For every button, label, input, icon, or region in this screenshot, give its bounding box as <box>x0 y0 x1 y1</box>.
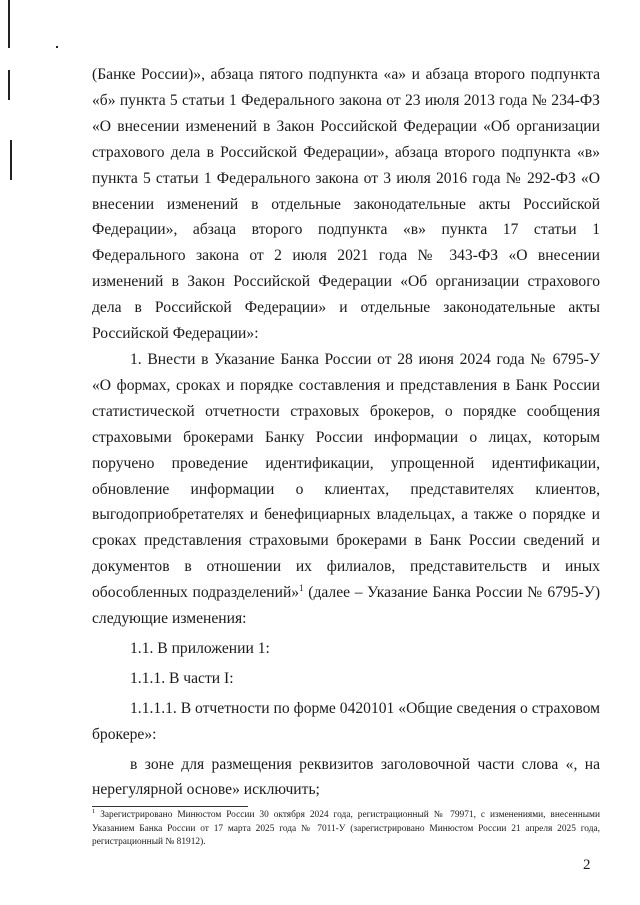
footnote-reference[interactable]: 1 <box>299 582 304 593</box>
footnote <box>92 809 600 850</box>
item-1-1-1-paragraph: 1.1.1. В части I: <box>130 669 234 687</box>
item-1-paragraph <box>92 347 600 632</box>
item-1-1-1-1-paragraph: 1.1.1.1. В отчетности по форме 0420101 «Общие сведения о страховом брокере»: <box>92 699 600 743</box>
item-1-text: 1. Внести в Указание Банка России от 28 июня 2024 года № 6795-У «О формах, сроках и порядке составления и представления в Банк России статистической отчетности страховых брокеров, о порядке сообщения страховыми брокерами Банку России информации о лицах, которым поручено проведение идентификации, упрощенной идентификации, обновление информации о клиентах, представителях клиентов, выгодоприобретателях и бенефициарных владельцах, а также о порядке и сроках представления страховыми брокерами в Банк России сведений и документов в отношении их филиалов, представительств и иных обособленных подразделений» <box>92 350 600 602</box>
scan-artifact-dot <box>56 46 58 48</box>
item-1-1-paragraph: 1.1. В приложении 1: <box>130 639 270 657</box>
scan-artifact-top <box>8 0 10 48</box>
footnote-separator <box>92 806 248 807</box>
item-1-tail: (далее – Указание Банка России № 6795-У) следующие изменения: <box>92 584 601 628</box>
scan-artifact-upper <box>8 70 10 100</box>
instruction-paragraph: в зоне для размещения реквизитов заголовочной части слова «, на нерегулярной основе» исключить; <box>92 755 600 799</box>
document-body <box>92 62 600 803</box>
footnote-text: Зарегистрировано Минюстом России 30 октября 2024 года, регистрационный № 79971, с изменениями, внесенными Указанием Банка России от 17 марта 2025 года № 7011-У (зарегистрировано Минюстом России 21 апреля 2025 года, регистрационный № 81912). <box>92 810 600 848</box>
page-number: 2 <box>583 857 591 873</box>
preamble-paragraph: (Банке России)», абзаца пятого подпункта «а» и абзаца второго подпункта «б» пункта 5 статьи 1 Федерального закона от 23 июля 2013 года № 234-ФЗ «О внесении изменений в Закон Российской Федерации «Об организации страхового дела в Российской Федерации», абзаца второго подпункта «в» пункта 5 статьи 1 Федерального закона от 3 июля 2016 года № 292-ФЗ «О внесении изменений в отдельные законодательные акты Российской Федерации», абзаца второго подпункта «в» пункта 17 статьи 1 Федерального закона от 2 июля 2021 года № 343-ФЗ «О внесении изменений в Закон Российской Федерации «Об организации страхового дела в Российской Федерации» и отдельные законодательные акты Российской Федерации»: <box>92 66 600 343</box>
footnote-marker: 1 <box>92 807 96 815</box>
scan-artifact-middle <box>10 140 12 180</box>
